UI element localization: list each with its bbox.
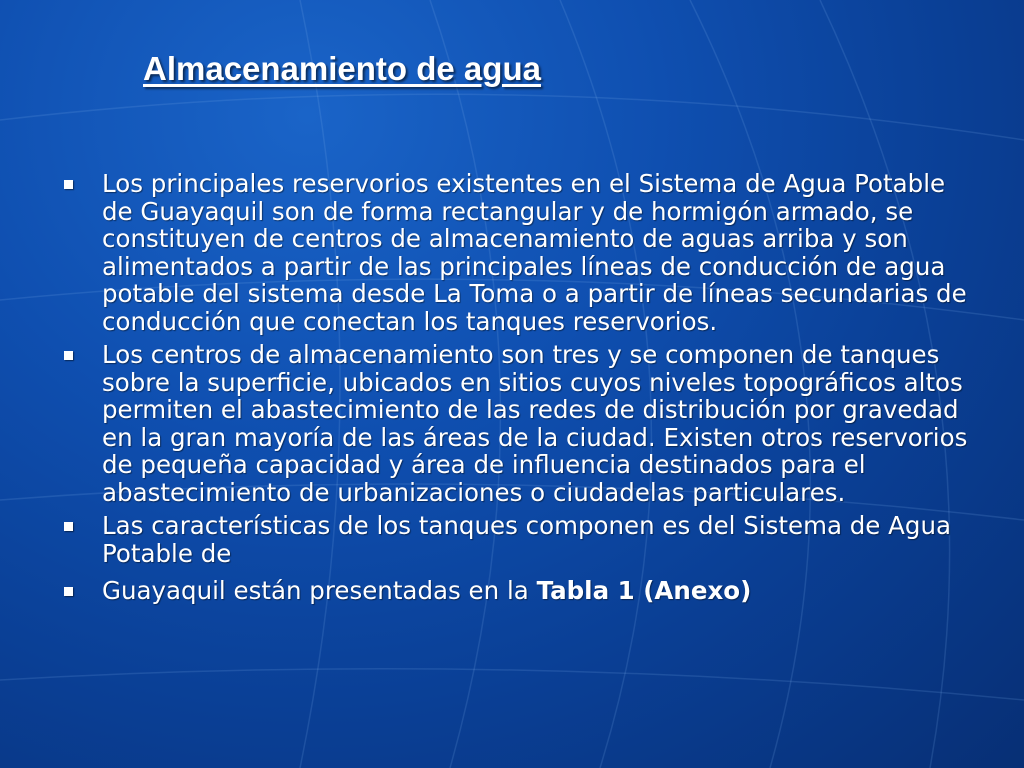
- slide-body: [60, 170, 980, 611]
- square-bullet-icon: [64, 522, 73, 531]
- square-bullet-icon: [64, 351, 73, 360]
- table-reference: Tabla 1 (Anexo): [536, 576, 752, 605]
- square-bullet-icon: [64, 587, 73, 596]
- bullet-text: Los centros de almacenamiento son tres y se componen de tanques sobre la superficie, ubicados en sitios cuyos niveles topográficos altos permiten el abastecimiento de las redes de distribución por gravedad en la gran mayoría de las áreas de la ciudad. Existen otros reservorios de pequeña capacidad y área de influencia destinados para el abastecimiento de urbanizaciones o ciudadelas particulares.: [102, 340, 968, 507]
- bullet-text: Los principales reservorios existentes en el Sistema de Agua Potable de Guayaquil son de forma rectangular y de hormigón armado, se constituyen de centros de almacenamiento de aguas arriba y son alimentados a partir de las principales líneas de conducción de agua potable del sistema desde La Toma o a partir de líneas secundarias de conducción que conectan los tanques reservorios.: [102, 169, 967, 336]
- bullet-text: Las características de los tanques componen es del Sistema de Agua Potable de: [102, 511, 952, 568]
- slide-title: Almacenamiento de agua: [143, 50, 541, 87]
- bullet-item: [60, 512, 980, 567]
- bullet-item: [60, 577, 980, 605]
- bullet-list: [60, 170, 980, 605]
- bullet-item: [60, 170, 980, 335]
- bullet-text: Guayaquil están presentadas en la: [102, 576, 537, 605]
- bullet-item: [60, 341, 980, 506]
- square-bullet-icon: [64, 180, 73, 189]
